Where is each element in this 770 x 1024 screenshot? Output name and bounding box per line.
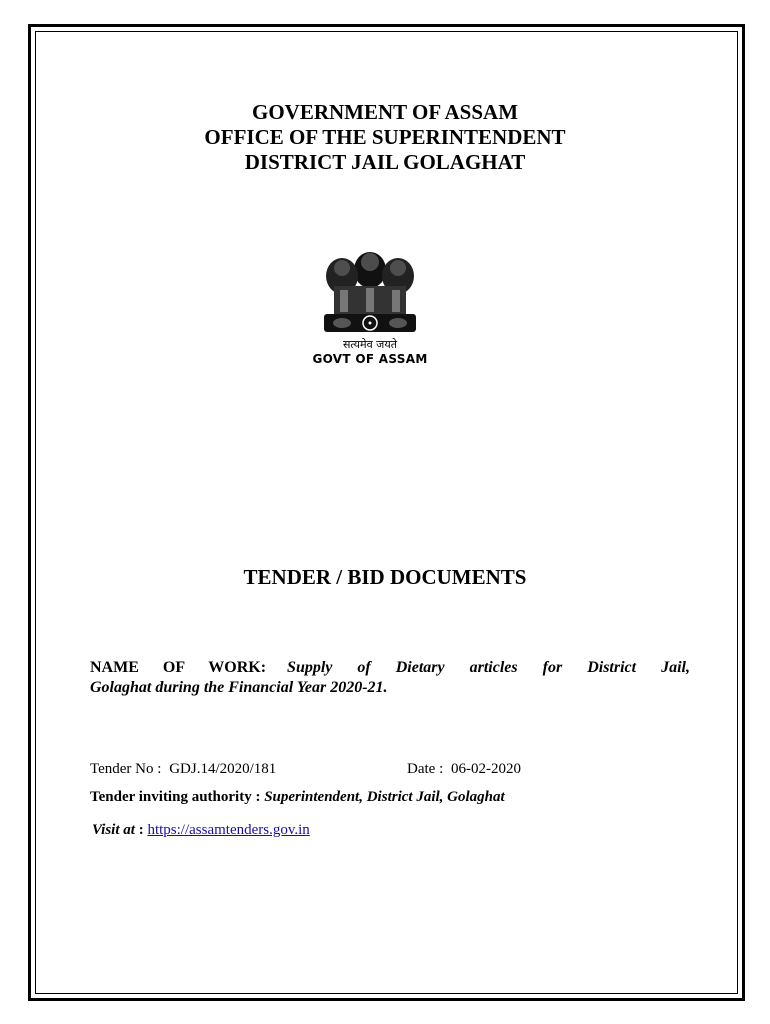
lion-capital-icon: [290, 240, 450, 340]
name-of-work-value-line1: Supply of Dietary articles for District Jail,: [287, 659, 691, 676]
header-government: GOVERNMENT OF ASSAM: [251, 100, 519, 124]
visit-label: Visit at: [92, 822, 135, 838]
tender-number-label: Tender No :: [90, 761, 162, 777]
tender-date-value: 06-02-2020: [450, 761, 521, 777]
name-of-work-value-line2: Golaghat during the Financial Year 2020-21.: [90, 679, 388, 696]
name-of-work: [90, 658, 690, 698]
page-border-inner: [35, 31, 738, 994]
tender-date: [407, 761, 521, 778]
tender-authority: [90, 789, 505, 806]
document-title: TENDER / BID DOCUMENTS: [243, 565, 527, 589]
tender-number: [90, 761, 276, 778]
tender-portal-link[interactable]: https://assamtenders.gov.in: [147, 822, 310, 838]
visit-line: [92, 822, 310, 839]
header-district: DISTRICT JAIL GOLAGHAT: [244, 150, 526, 174]
header-office: OFFICE OF THE SUPERINTENDENT: [204, 125, 566, 149]
authority-label: Tender inviting authority :: [90, 789, 261, 805]
visit-separator: :: [138, 822, 144, 838]
tender-date-label: Date :: [407, 761, 444, 777]
emblem-caption: GOVT OF ASSAM: [312, 352, 428, 366]
emblem-motto: सत्यमेव जयते: [342, 338, 397, 351]
name-of-work-label: NAME OF WORK:: [90, 659, 267, 676]
authority-value: Superintendent, District Jail, Golaghat: [264, 789, 505, 805]
tender-number-value: GDJ.14/2020/181: [169, 761, 277, 777]
